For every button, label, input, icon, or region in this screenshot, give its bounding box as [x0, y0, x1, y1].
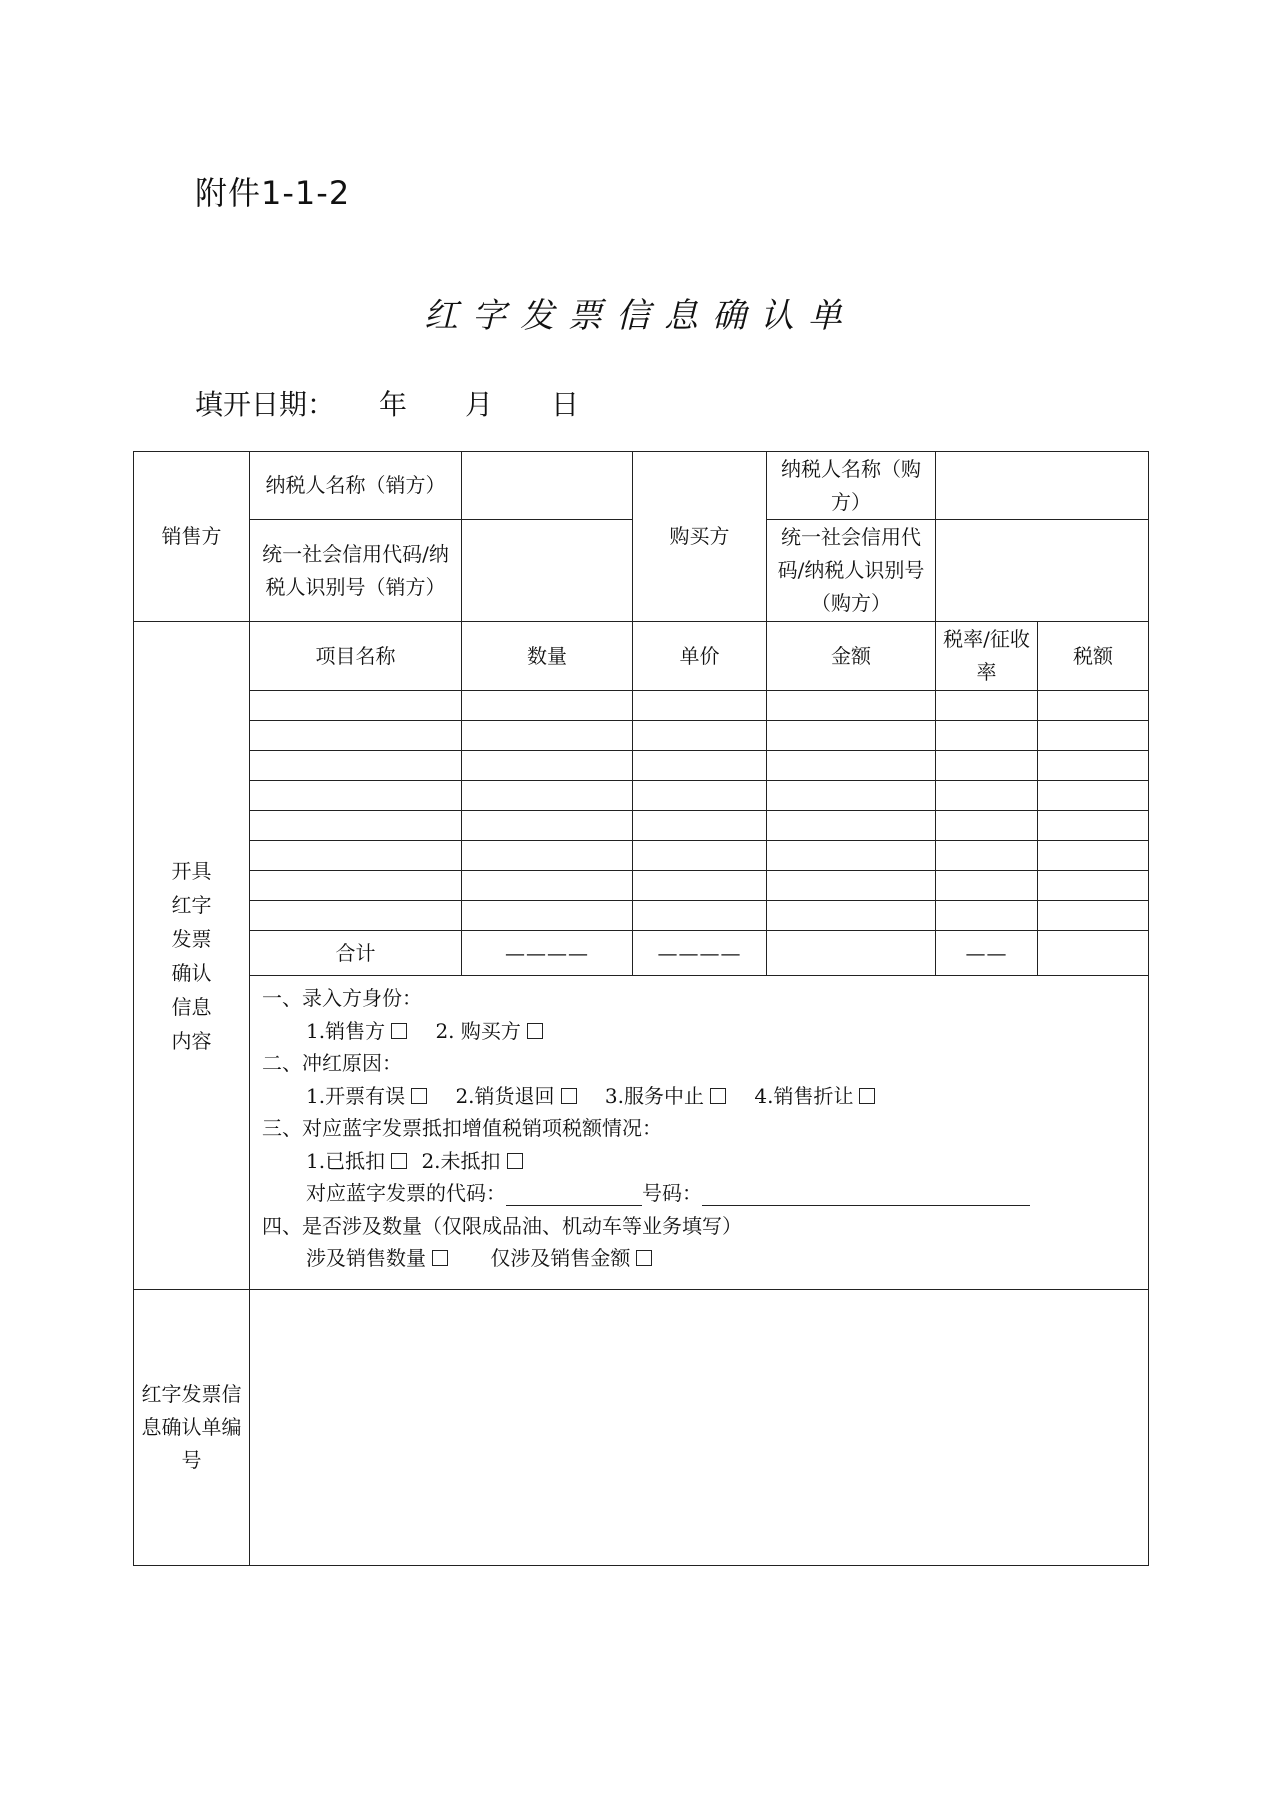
q1-options [262, 1015, 1136, 1048]
total-label: 合计 [250, 931, 462, 976]
date-day: 日 [551, 388, 580, 421]
col-amount: 金额 [767, 622, 936, 691]
table-row [134, 841, 1149, 871]
cell[interactable] [936, 721, 1038, 751]
q2-opt4-label: 4.销售折让 [754, 1083, 854, 1108]
date-label: 填开日期： [195, 388, 336, 421]
cell[interactable] [767, 811, 936, 841]
q4-opt1-label: 涉及销售数量 [306, 1246, 426, 1270]
total-row [134, 931, 1149, 976]
cell[interactable] [1038, 871, 1149, 901]
confirmation-number-label [134, 1290, 250, 1566]
cell[interactable] [633, 901, 767, 931]
seller-name-label: 纳税人名称（销方） [250, 452, 462, 520]
buyer-code-label: 统一社会信用代码/纳税人识别号（购方） [767, 520, 936, 622]
cell[interactable] [462, 811, 633, 841]
attachment-label: 附件1-1-2 [195, 174, 351, 212]
cell[interactable] [936, 781, 1038, 811]
col-item-name: 项目名称 [250, 622, 462, 691]
cell[interactable] [1038, 691, 1149, 721]
q1-label: 一、录入方身份： [262, 986, 422, 1010]
buyer-name-label: 纳税人名称（购方） [767, 452, 936, 520]
cell[interactable] [633, 751, 767, 781]
cell[interactable] [936, 901, 1038, 931]
cell[interactable] [767, 781, 936, 811]
items-section-text: 开具红字发票确认信息内容 [171, 858, 212, 1053]
options-cell [250, 976, 1149, 1290]
cell[interactable] [250, 721, 462, 751]
cell[interactable] [462, 901, 633, 931]
cell[interactable] [1038, 781, 1149, 811]
q2-opt1-checkbox[interactable] [411, 1088, 427, 1104]
confirmation-number-text: 红字发票信息确认单编号 [141, 1382, 242, 1472]
cell[interactable] [1038, 841, 1149, 871]
cell[interactable] [462, 871, 633, 901]
table-row [134, 751, 1149, 781]
cell[interactable] [250, 871, 462, 901]
confirmation-number-field[interactable] [250, 1290, 1149, 1566]
cell[interactable] [936, 871, 1038, 901]
seller-name-field[interactable] [462, 452, 633, 520]
cell[interactable] [633, 691, 767, 721]
q2-options [262, 1080, 1136, 1113]
seller-code-label: 统一社会信用代码/纳税人识别号（销方） [250, 520, 462, 622]
q1-opt2-label: 2. 购买方 [435, 1018, 521, 1043]
cell[interactable] [1038, 721, 1149, 751]
q1-opt1-checkbox[interactable] [391, 1023, 407, 1039]
q3-number-label: 号码： [642, 1181, 702, 1205]
seller-section-label: 销售方 [134, 452, 250, 622]
date-year: 年 [379, 388, 408, 421]
cell[interactable] [250, 841, 462, 871]
cell[interactable] [936, 841, 1038, 871]
q2-opt4-checkbox[interactable] [859, 1088, 875, 1104]
cell[interactable] [936, 811, 1038, 841]
cell[interactable] [462, 721, 633, 751]
cell[interactable] [1038, 901, 1149, 931]
cell[interactable] [462, 781, 633, 811]
items-section-label [134, 622, 250, 1290]
form-title: 红字发票信息确认单 [424, 296, 856, 336]
cell[interactable] [250, 781, 462, 811]
q4-opt1-checkbox[interactable] [432, 1250, 448, 1266]
col-tax-amount: 税额 [1038, 622, 1149, 691]
cell[interactable] [250, 691, 462, 721]
total-tax-field[interactable] [1038, 931, 1149, 976]
q3-opt1-checkbox[interactable] [391, 1153, 407, 1169]
cell[interactable] [767, 721, 936, 751]
cell[interactable] [250, 811, 462, 841]
cell[interactable] [767, 691, 936, 721]
q3-code-label: 对应蓝字发票的代码： [306, 1181, 506, 1205]
cell[interactable] [633, 721, 767, 751]
buyer-code-field[interactable] [936, 520, 1149, 622]
cell[interactable] [633, 781, 767, 811]
cell[interactable] [462, 751, 633, 781]
cell[interactable] [462, 691, 633, 721]
total-amount-field[interactable] [767, 931, 936, 976]
q3-opt2-checkbox[interactable] [507, 1153, 523, 1169]
q2-opt1-label: 1.开票有误 [306, 1083, 406, 1108]
cell[interactable] [767, 901, 936, 931]
q2-opt2-checkbox[interactable] [561, 1088, 577, 1104]
cell[interactable] [250, 751, 462, 781]
table-row [134, 871, 1149, 901]
cell[interactable] [767, 841, 936, 871]
total-quantity-dash: ———— [462, 931, 633, 976]
cell[interactable] [462, 841, 633, 871]
q4-label: 四、是否涉及数量（仅限成品油、机动车等业务填写） [262, 1213, 742, 1238]
q3-blue-invoice-line [262, 1177, 1136, 1210]
q3-opt1-label: 1.已抵扣 [306, 1148, 386, 1173]
q1-opt1-label: 1.销售方 [306, 1018, 386, 1043]
blue-invoice-number-field[interactable] [702, 1183, 1030, 1206]
cell[interactable] [250, 901, 462, 931]
date-month: 月 [465, 388, 494, 421]
q2-label: 二、冲红原因： [262, 1051, 402, 1075]
cell[interactable] [936, 751, 1038, 781]
fill-date-line [195, 383, 579, 423]
q4-options [262, 1242, 1136, 1275]
table-row [134, 811, 1149, 841]
q1-opt2-checkbox[interactable] [527, 1023, 543, 1039]
table-row [134, 781, 1149, 811]
cell[interactable] [767, 871, 936, 901]
total-rate-dash: —— [936, 931, 1038, 976]
seller-code-field[interactable] [462, 520, 633, 622]
q3-opt2-label: 2.未抵扣 [421, 1148, 501, 1173]
cell[interactable] [936, 691, 1038, 721]
cell[interactable] [633, 811, 767, 841]
cell[interactable] [633, 841, 767, 871]
buyer-name-field[interactable] [936, 452, 1149, 520]
q4-opt2-checkbox[interactable] [636, 1250, 652, 1266]
table-row [134, 721, 1149, 751]
q2-opt3-checkbox[interactable] [710, 1088, 726, 1104]
q3-label: 三、对应蓝字发票抵扣增值税销项税额情况： [262, 1116, 662, 1140]
cell[interactable] [1038, 751, 1149, 781]
q3-options [262, 1145, 1136, 1178]
table-row [134, 901, 1149, 931]
q2-opt2-label: 2.销货退回 [455, 1083, 555, 1108]
q4-opt2-label: 仅涉及销售金额 [490, 1246, 631, 1270]
col-quantity: 数量 [462, 622, 633, 691]
total-price-dash: ———— [633, 931, 767, 976]
col-unit-price: 单价 [633, 622, 767, 691]
buyer-section-label: 购买方 [633, 452, 767, 622]
col-tax-rate: 税率/征收率 [936, 622, 1038, 691]
confirmation-table [133, 451, 1149, 1566]
cell[interactable] [767, 751, 936, 781]
cell[interactable] [1038, 811, 1149, 841]
table-row [134, 691, 1149, 721]
blue-invoice-code-field[interactable] [506, 1183, 642, 1206]
cell[interactable] [633, 871, 767, 901]
q2-opt3-label: 3.服务中止 [604, 1083, 704, 1108]
